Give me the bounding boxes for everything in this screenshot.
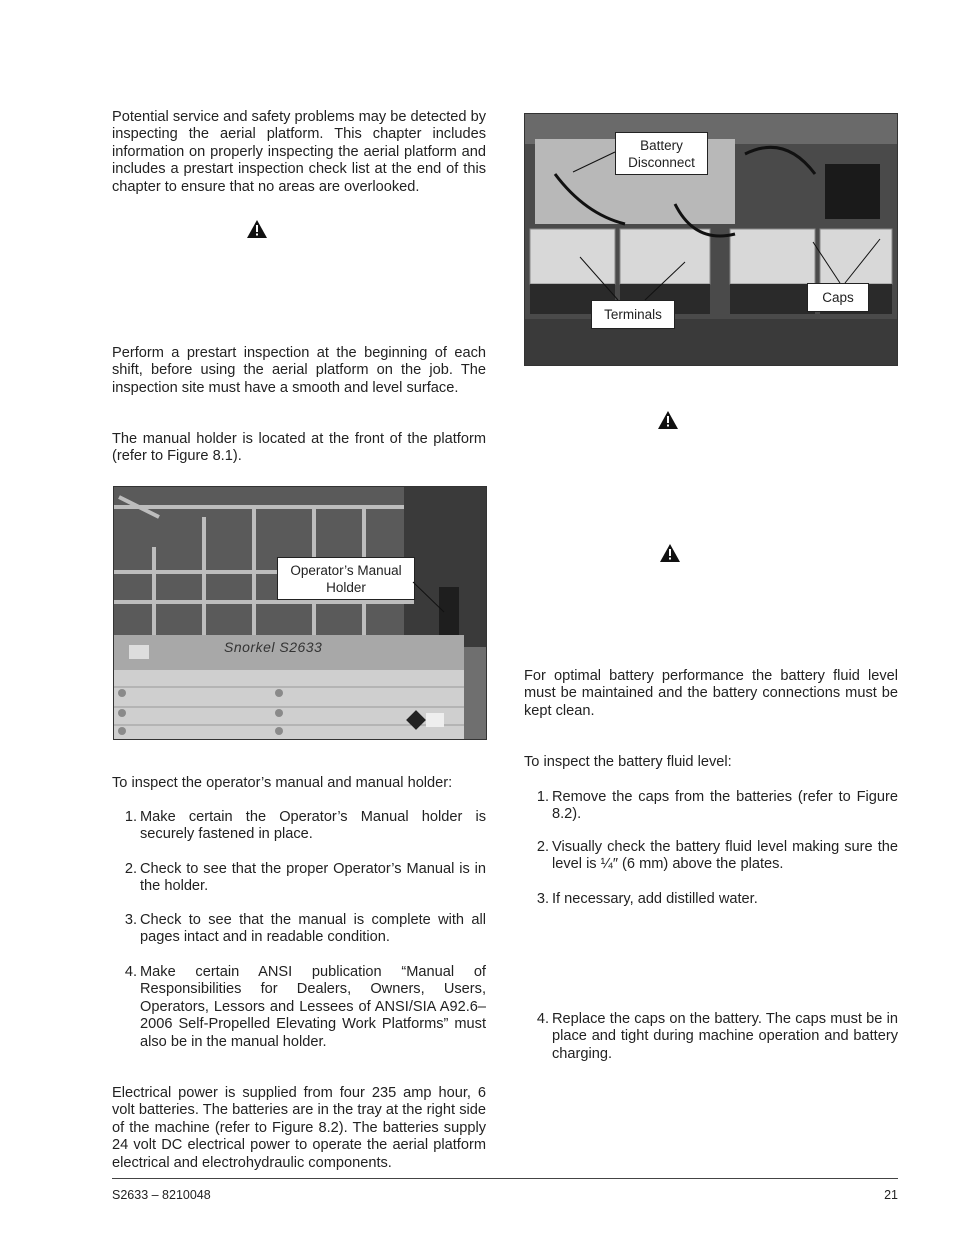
page-number: 21 bbox=[884, 1188, 898, 1202]
list-item: 2. Visually check the battery fluid level making sure the level is ¼″ (6 mm) above the plates. bbox=[536, 839, 898, 873]
caps-callout: Caps bbox=[807, 283, 869, 312]
warning-icon bbox=[660, 544, 680, 562]
manual-holder-callout: Operator’s Manual Holder bbox=[277, 557, 415, 600]
battery-intro-paragraph: For optimal battery performance the battery fluid level must be maintained and the battery connections must be kept clean. bbox=[524, 668, 898, 719]
figure-8-2-photo bbox=[524, 113, 898, 366]
list-item: 4. Replace the caps on the battery. The caps must be in place and tight during machine operation and battery charging. bbox=[536, 1011, 898, 1062]
list-item: 1. Make certain the Operator’s Manual holder is securely fastened in place. bbox=[124, 809, 486, 843]
brand-label: Snorkel S2633 bbox=[224, 639, 323, 655]
electrical-paragraph: Electrical power is supplied from four 235 amp hour, 6 volt batteries. The batteries are in the tray at the right side of the machine (refer to Figure 8.2). The batteries supply 24 volt DC electrical power to operate the aerial platform electrical and electrohydraulic components. bbox=[112, 1085, 486, 1171]
prestart-paragraph: Perform a prestart inspection at the beginning of each shift, before using the aerial platform on the job. The inspection site must have a smooth and level surface. bbox=[112, 345, 486, 396]
list-item: 2. Check to see that the proper Operator’s Manual is in the holder. bbox=[124, 861, 486, 895]
inspect-manual-intro: To inspect the operator’s manual and manual holder: bbox=[112, 775, 453, 791]
warning-icon bbox=[658, 411, 678, 429]
footer-divider bbox=[112, 1178, 898, 1179]
warning-icon bbox=[247, 220, 267, 238]
callout-leader-lines bbox=[525, 114, 897, 365]
fluid-level-intro: To inspect the battery fluid level: bbox=[524, 754, 732, 770]
list-item: 3. If necessary, add distilled water. bbox=[536, 891, 758, 907]
battery-disconnect-callout: Battery Disconnect bbox=[615, 132, 708, 175]
manual-holder-paragraph: The manual holder is located at the front of the platform (refer to Figure 8.1). bbox=[112, 431, 486, 465]
footer-doc-id: S2633 – 8210048 bbox=[112, 1188, 211, 1202]
callout-leader-line bbox=[114, 487, 486, 739]
figure-8-1-photo bbox=[113, 486, 487, 740]
intro-paragraph: Potential service and safety problems may be detected by inspecting the aerial platform. This chapter includes information on properly inspecting the aerial platform and includes a prestart inspection check list at the end of this chapter to ensure that no areas are overlooked. bbox=[112, 109, 486, 195]
list-item: 3. Check to see that the manual is complete with all pages intact and in readable condition. bbox=[124, 912, 486, 946]
list-item: 1. Remove the caps from the batteries (refer to Figure 8.2). bbox=[536, 789, 898, 823]
terminals-callout: Terminals bbox=[591, 300, 675, 329]
list-item: 4. Make certain ANSI publication “Manual of Responsibilities for Dealers, Owners, Users, Operators, Lessors and Lessees of ANSI/SIA A92.6–2006 Self-Propelled Elevating Work Platforms” must also be in the manual holder. bbox=[124, 964, 486, 1050]
